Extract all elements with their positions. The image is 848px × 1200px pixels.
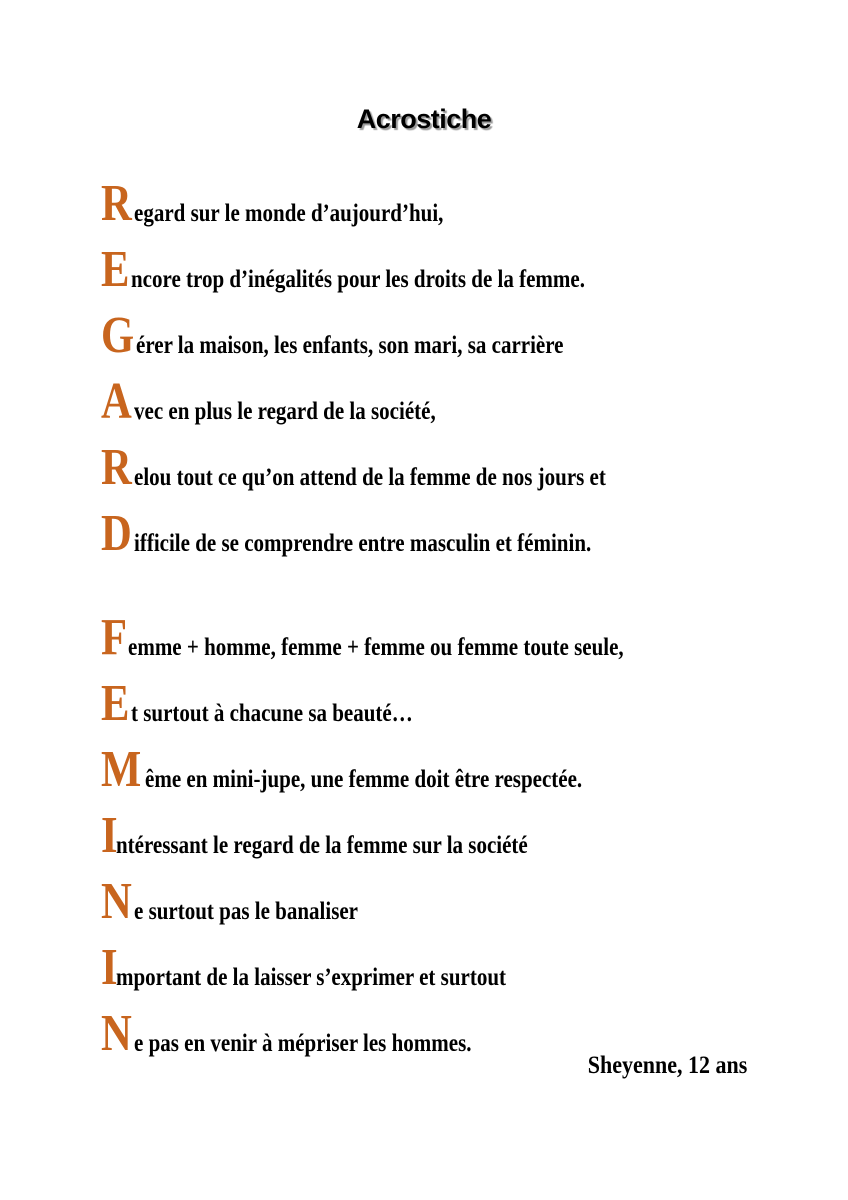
acrostic-initial: E xyxy=(101,241,130,298)
poem-line xyxy=(101,994,718,1060)
line-text: ifficile de se comprendre entre masculin et féminin. xyxy=(133,530,591,557)
line-text: érer la maison, les enfants, son mari, sa carrière xyxy=(136,332,564,359)
line-text: emme + homme, femme + femme ou femme toute seule, xyxy=(127,634,624,661)
poem-title: Acrostiche xyxy=(356,104,492,134)
acrostic-initial: N xyxy=(101,873,132,930)
line-text: elou tout ce qu’on attend de la femme de nos jours et xyxy=(133,464,606,491)
acrostic-initial: G xyxy=(101,307,135,364)
line-text: ême en mini-jupe, une femme doit être respectée. xyxy=(145,766,583,793)
acrostic-initial: I xyxy=(101,807,118,864)
author-signature: Sheyenne, 12 ans xyxy=(587,1052,747,1079)
stanza-regard xyxy=(101,164,695,560)
stanza-feminin xyxy=(101,598,718,1060)
poem-line xyxy=(101,296,695,362)
acrostic-initial: M xyxy=(101,741,142,798)
line-text: egard sur le monde d’aujourd’hui, xyxy=(133,200,443,227)
poem-line xyxy=(101,928,718,994)
acrostic-initial: A xyxy=(101,373,132,430)
poem-line xyxy=(101,230,695,296)
acrostic-initial: R xyxy=(101,439,132,496)
poem-line xyxy=(101,428,695,494)
poem-line xyxy=(101,362,695,428)
line-text: mportant de la laisser s’exprimer et surtout xyxy=(116,964,507,991)
line-text: e surtout pas le banaliser xyxy=(133,898,358,925)
line-text: ntéressant le regard de la femme sur la société xyxy=(116,832,528,859)
acrostic-initial: D xyxy=(101,505,132,562)
poem-line xyxy=(101,796,718,862)
acrostic-initial: E xyxy=(101,675,130,732)
poem-line xyxy=(101,164,695,230)
poem-line xyxy=(101,730,718,796)
poem-line xyxy=(101,664,718,730)
acrostic-initial: R xyxy=(101,175,132,232)
acrostic-initial: F xyxy=(101,609,128,666)
poem-line xyxy=(101,598,718,664)
poem-line xyxy=(101,494,695,560)
line-text: vec en plus le regard de la société, xyxy=(133,398,436,425)
line-text: e pas en venir à mépriser les hommes. xyxy=(133,1030,472,1057)
acrostic-initial: N xyxy=(101,1005,132,1062)
poem-line xyxy=(101,862,718,928)
line-text: ncore trop d’inégalités pour les droits de la femme. xyxy=(130,266,585,293)
line-text: t surtout à chacune sa beauté… xyxy=(130,700,413,727)
acrostic-initial: I xyxy=(101,939,118,996)
